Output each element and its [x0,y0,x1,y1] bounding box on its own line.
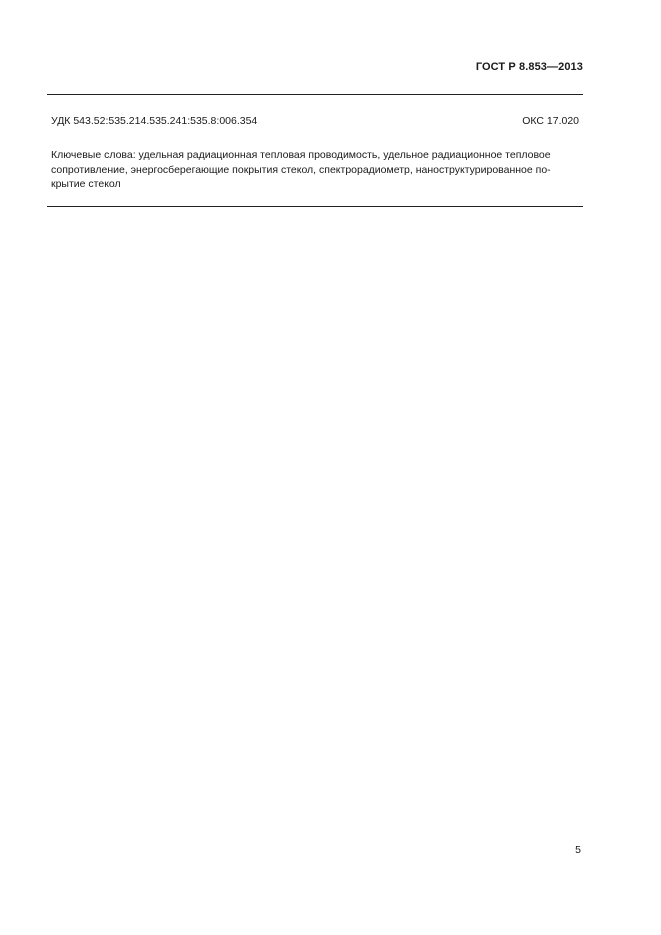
keywords-paragraph [51,148,581,192]
oks-code: ОКС 17.020 [522,115,579,127]
keywords-line: сопротивление, энергосберегающие покрытия стекол, спектрорадиометр, наноструктурированное по- [51,163,551,176]
document-code: ГОСТ Р 8.853—2013 [475,61,583,73]
keywords-line: крытие стекол [51,178,121,190]
page-number: 5 [575,844,581,856]
keywords-line: Ключевые слова: удельная радиационная тепловая проводимость, удельное радиационное тепловое [51,149,551,161]
bottom-divider [47,206,583,207]
top-divider [47,94,583,95]
udk-code: УДК 543.52:535.214.535.241:535.8:006.354 [51,115,258,127]
